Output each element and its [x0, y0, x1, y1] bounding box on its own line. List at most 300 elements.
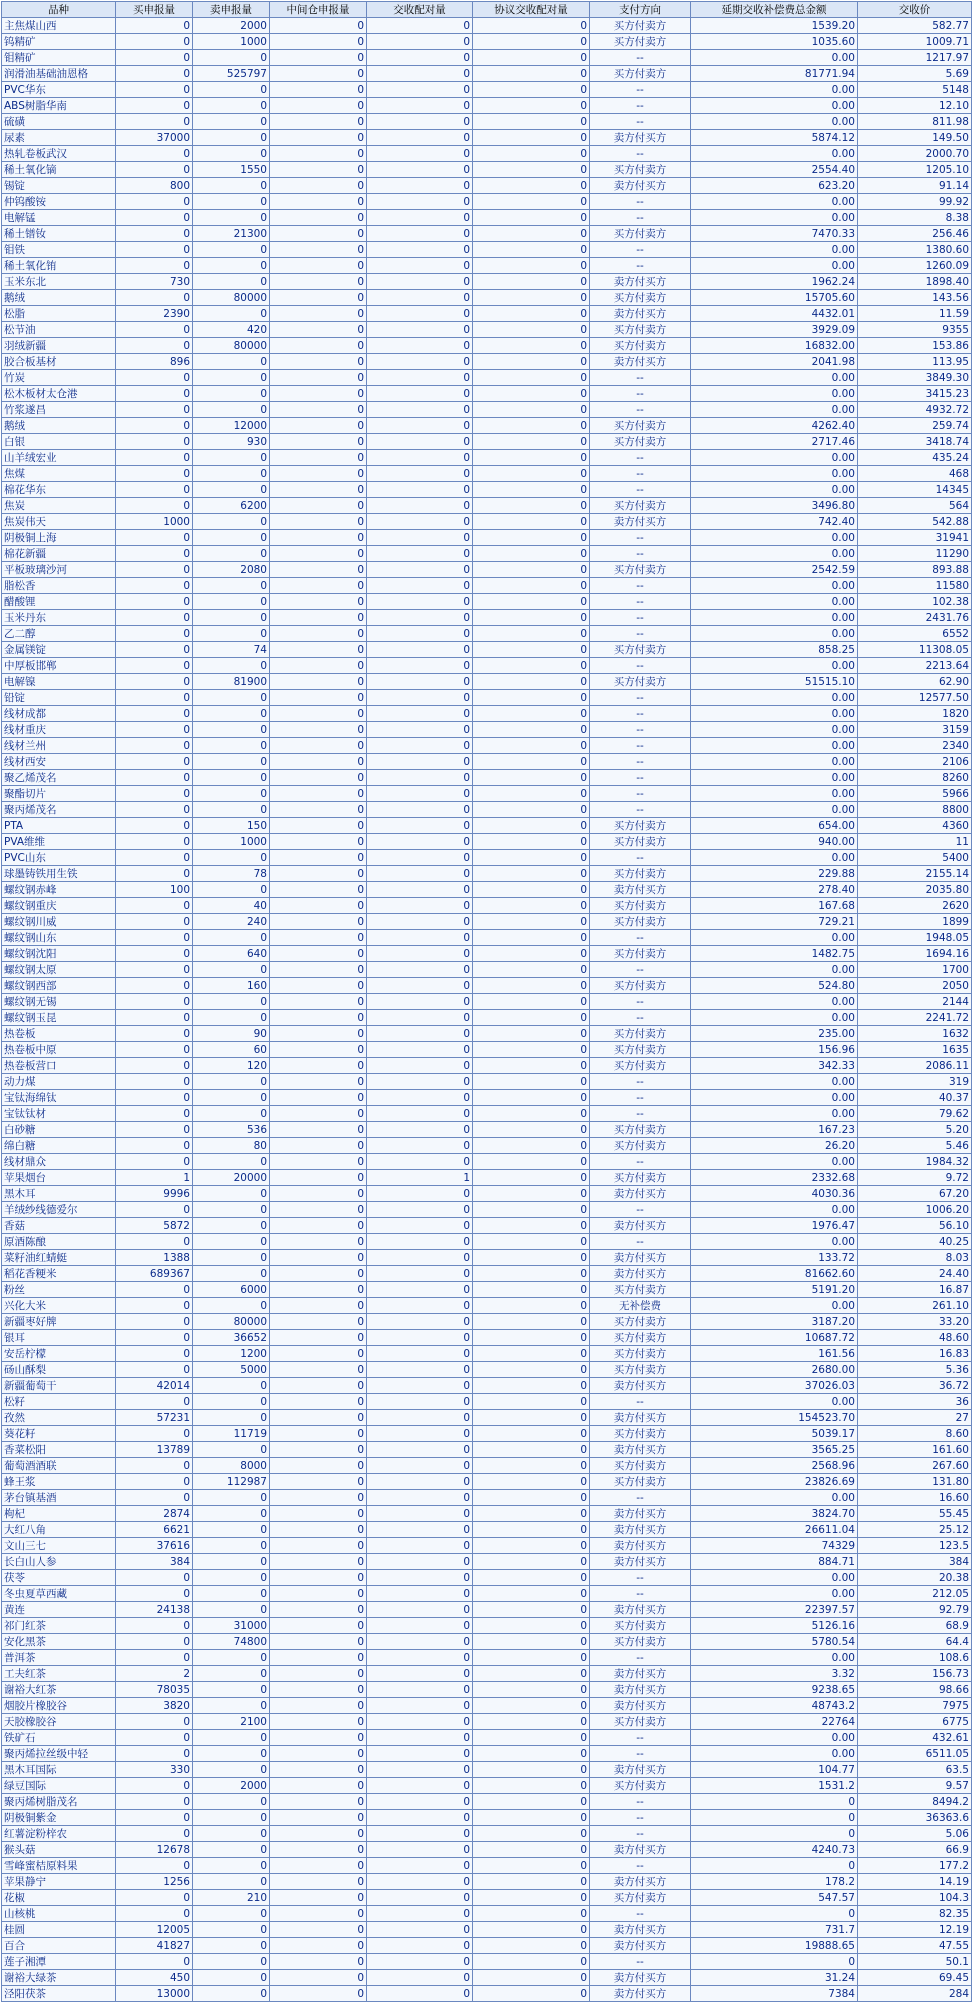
product-cell: 醋酸锂: [2, 594, 116, 610]
matched-cell: 0: [367, 130, 473, 146]
buy-declared-cell: 78035: [116, 1682, 193, 1698]
intermediate-declared-cell: 0: [270, 1874, 367, 1890]
compensation-cell: 178.2: [691, 1874, 858, 1890]
product-cell: 安岳柠檬: [2, 1346, 116, 1362]
direction-cell: 卖方付买方: [590, 1842, 691, 1858]
table-row: [2, 674, 972, 690]
buy-declared-cell: 450: [116, 1970, 193, 1986]
matched-cell: 0: [367, 18, 473, 34]
intermediate-declared-cell: 0: [270, 418, 367, 434]
price-cell: 3418.74: [858, 434, 972, 450]
agreement-matched-cell: 0: [473, 1938, 590, 1954]
sell-declared-cell: 640: [193, 946, 270, 962]
sell-declared-cell: 0: [193, 274, 270, 290]
matched-cell: 0: [367, 626, 473, 642]
agreement-matched-cell: 0: [473, 1618, 590, 1634]
matched-cell: 0: [367, 338, 473, 354]
sell-declared-cell: 0: [193, 258, 270, 274]
direction-cell: 卖方付买方: [590, 1506, 691, 1522]
buy-declared-cell: 730: [116, 274, 193, 290]
matched-cell: 0: [367, 258, 473, 274]
direction-cell: 卖方付买方: [590, 1986, 691, 2002]
table-row: [2, 1442, 972, 1458]
price-cell: 5148: [858, 82, 972, 98]
sell-declared-cell: 0: [193, 1154, 270, 1170]
intermediate-declared-cell: 0: [270, 1778, 367, 1794]
buy-declared-cell: 0: [116, 1346, 193, 1362]
sell-declared-cell: 0: [193, 1874, 270, 1890]
buy-declared-cell: 1000: [116, 514, 193, 530]
agreement-matched-cell: 0: [473, 1346, 590, 1362]
price-cell: 6552: [858, 626, 972, 642]
sell-declared-cell: 0: [193, 178, 270, 194]
direction-cell: 卖方付买方: [590, 1410, 691, 1426]
sell-declared-cell: 210: [193, 1890, 270, 1906]
price-cell: 64.4: [858, 1634, 972, 1650]
buy-declared-cell: 0: [116, 1362, 193, 1378]
price-cell: 5.20: [858, 1122, 972, 1138]
agreement-matched-cell: 0: [473, 1650, 590, 1666]
direction-cell: 买方付卖方: [590, 1890, 691, 1906]
matched-cell: 0: [367, 434, 473, 450]
sell-declared-cell: 0: [193, 114, 270, 130]
agreement-matched-cell: 0: [473, 1074, 590, 1090]
product-cell: 尿素: [2, 130, 116, 146]
price-cell: 177.2: [858, 1858, 972, 1874]
price-cell: 384: [858, 1554, 972, 1570]
table-row: [2, 930, 972, 946]
table-row: [2, 834, 972, 850]
intermediate-declared-cell: 0: [270, 1842, 367, 1858]
direction-cell: 买方付卖方: [590, 1426, 691, 1442]
agreement-matched-cell: 0: [473, 18, 590, 34]
compensation-cell: 0.00: [691, 1570, 858, 1586]
matched-cell: 0: [367, 1810, 473, 1826]
table-row: [2, 178, 972, 194]
intermediate-declared-cell: 0: [270, 290, 367, 306]
table-row: [2, 82, 972, 98]
matched-cell: 0: [367, 882, 473, 898]
intermediate-declared-cell: 0: [270, 914, 367, 930]
product-cell: 新疆葡萄干: [2, 1378, 116, 1394]
sell-declared-cell: 0: [193, 1202, 270, 1218]
product-cell: 聚丙烯茂名: [2, 802, 116, 818]
product-cell: 中厚板邯郸: [2, 658, 116, 674]
price-cell: 1009.71: [858, 34, 972, 50]
buy-declared-cell: 0: [116, 1618, 193, 1634]
price-cell: 113.95: [858, 354, 972, 370]
product-cell: 胶合板基材: [2, 354, 116, 370]
intermediate-declared-cell: 0: [270, 1122, 367, 1138]
direction-cell: 买方付卖方: [590, 1618, 691, 1634]
intermediate-declared-cell: 0: [270, 434, 367, 450]
table-row: [2, 802, 972, 818]
intermediate-declared-cell: 0: [270, 1970, 367, 1986]
compensation-cell: 0.00: [691, 962, 858, 978]
buy-declared-cell: 0: [116, 226, 193, 242]
agreement-matched-cell: 0: [473, 610, 590, 626]
sell-declared-cell: 930: [193, 434, 270, 450]
product-cell: 热卷板营口: [2, 1058, 116, 1074]
direction-cell: 买方付卖方: [590, 642, 691, 658]
agreement-matched-cell: 0: [473, 82, 590, 98]
intermediate-declared-cell: 0: [270, 498, 367, 514]
matched-cell: 0: [367, 1090, 473, 1106]
intermediate-declared-cell: 0: [270, 1602, 367, 1618]
price-cell: 68.9: [858, 1618, 972, 1634]
compensation-cell: 1035.60: [691, 34, 858, 50]
agreement-matched-cell: 0: [473, 1890, 590, 1906]
table-row: [2, 1954, 972, 1970]
product-cell: 祁门红茶: [2, 1618, 116, 1634]
agreement-matched-cell: 0: [473, 50, 590, 66]
table-row: [2, 1250, 972, 1266]
price-cell: 212.05: [858, 1586, 972, 1602]
table-row: [2, 418, 972, 434]
direction-cell: --: [590, 786, 691, 802]
buy-declared-cell: 2874: [116, 1506, 193, 1522]
intermediate-declared-cell: 0: [270, 146, 367, 162]
col-intermediate-declared: 中间仓申报量: [270, 2, 367, 18]
sell-declared-cell: 0: [193, 1570, 270, 1586]
matched-cell: 0: [367, 1250, 473, 1266]
product-cell: 热轧卷板武汉: [2, 146, 116, 162]
sell-declared-cell: 11719: [193, 1426, 270, 1442]
product-cell: 脂松香: [2, 578, 116, 594]
buy-declared-cell: 0: [116, 434, 193, 450]
agreement-matched-cell: 0: [473, 1858, 590, 1874]
price-cell: 16.83: [858, 1346, 972, 1362]
product-cell: 稻花香粳米: [2, 1266, 116, 1282]
price-cell: 5966: [858, 786, 972, 802]
price-cell: 1260.09: [858, 258, 972, 274]
direction-cell: --: [590, 738, 691, 754]
agreement-matched-cell: 0: [473, 994, 590, 1010]
buy-declared-cell: 689367: [116, 1266, 193, 1282]
sell-declared-cell: 0: [193, 802, 270, 818]
table-row: [2, 1842, 972, 1858]
price-cell: 1380.60: [858, 242, 972, 258]
price-cell: 12.19: [858, 1922, 972, 1938]
compensation-cell: 623.20: [691, 178, 858, 194]
agreement-matched-cell: 0: [473, 1042, 590, 1058]
buy-declared-cell: 0: [116, 370, 193, 386]
direction-cell: --: [590, 1810, 691, 1826]
compensation-cell: 731.7: [691, 1922, 858, 1938]
price-cell: 2340: [858, 738, 972, 754]
sell-declared-cell: 0: [193, 98, 270, 114]
direction-cell: --: [590, 194, 691, 210]
product-cell: 润滑油基础油恩格: [2, 66, 116, 82]
price-cell: 2035.80: [858, 882, 972, 898]
compensation-cell: 3929.09: [691, 322, 858, 338]
price-cell: 11: [858, 834, 972, 850]
sell-declared-cell: 0: [193, 722, 270, 738]
matched-cell: 0: [367, 1026, 473, 1042]
direction-cell: 买方付卖方: [590, 1138, 691, 1154]
direction-cell: 卖方付买方: [590, 274, 691, 290]
sell-declared-cell: 0: [193, 1938, 270, 1954]
matched-cell: 0: [367, 1474, 473, 1490]
direction-cell: --: [590, 706, 691, 722]
intermediate-declared-cell: 0: [270, 658, 367, 674]
table-row: [2, 946, 972, 962]
product-cell: 苹果烟台: [2, 1170, 116, 1186]
price-cell: 25.12: [858, 1522, 972, 1538]
buy-declared-cell: 12678: [116, 1842, 193, 1858]
product-cell: 莲子湘潭: [2, 1954, 116, 1970]
matched-cell: 0: [367, 82, 473, 98]
compensation-cell: 0: [691, 1794, 858, 1810]
direction-cell: 买方付卖方: [590, 1314, 691, 1330]
product-cell: 葡萄酒酒联: [2, 1458, 116, 1474]
agreement-matched-cell: 0: [473, 418, 590, 434]
agreement-matched-cell: 0: [473, 834, 590, 850]
intermediate-declared-cell: 0: [270, 130, 367, 146]
agreement-matched-cell: 0: [473, 946, 590, 962]
direction-cell: --: [590, 1586, 691, 1602]
price-cell: 319: [858, 1074, 972, 1090]
product-cell: 羽绒新疆: [2, 338, 116, 354]
table-row: [2, 450, 972, 466]
matched-cell: 0: [367, 594, 473, 610]
buy-declared-cell: 0: [116, 1490, 193, 1506]
sell-declared-cell: 0: [193, 1378, 270, 1394]
direction-cell: 买方付卖方: [590, 338, 691, 354]
buy-declared-cell: 0: [116, 466, 193, 482]
matched-cell: 0: [367, 946, 473, 962]
matched-cell: 0: [367, 114, 473, 130]
direction-cell: 卖方付买方: [590, 514, 691, 530]
compensation-cell: 0.00: [691, 98, 858, 114]
buy-declared-cell: 0: [116, 722, 193, 738]
buy-declared-cell: 41827: [116, 1938, 193, 1954]
compensation-cell: 0.00: [691, 370, 858, 386]
price-cell: 5400: [858, 850, 972, 866]
buy-declared-cell: 0: [116, 338, 193, 354]
intermediate-declared-cell: 0: [270, 738, 367, 754]
direction-cell: --: [590, 1234, 691, 1250]
intermediate-declared-cell: 0: [270, 1186, 367, 1202]
compensation-cell: 0: [691, 1858, 858, 1874]
product-cell: 绿豆国际: [2, 1778, 116, 1794]
sell-declared-cell: 90: [193, 1026, 270, 1042]
compensation-cell: 0.00: [691, 690, 858, 706]
sell-declared-cell: 0: [193, 1394, 270, 1410]
sell-declared-cell: 0: [193, 1506, 270, 1522]
product-cell: 焦煤: [2, 466, 116, 482]
sell-declared-cell: 6200: [193, 498, 270, 514]
buy-declared-cell: 0: [116, 482, 193, 498]
price-cell: 27: [858, 1410, 972, 1426]
compensation-cell: 1531.2: [691, 1778, 858, 1794]
price-cell: 156.73: [858, 1666, 972, 1682]
table-row: [2, 818, 972, 834]
intermediate-declared-cell: 0: [270, 1522, 367, 1538]
agreement-matched-cell: 0: [473, 562, 590, 578]
table-row: [2, 1362, 972, 1378]
intermediate-declared-cell: 0: [270, 1554, 367, 1570]
matched-cell: 0: [367, 738, 473, 754]
price-cell: 12577.50: [858, 690, 972, 706]
matched-cell: 0: [367, 98, 473, 114]
table-row: [2, 706, 972, 722]
matched-cell: 0: [367, 178, 473, 194]
agreement-matched-cell: 0: [473, 786, 590, 802]
matched-cell: 0: [367, 1762, 473, 1778]
price-cell: 123.5: [858, 1538, 972, 1554]
sell-declared-cell: 536: [193, 1122, 270, 1138]
price-cell: 161.60: [858, 1442, 972, 1458]
buy-declared-cell: 0: [116, 546, 193, 562]
intermediate-declared-cell: 0: [270, 1458, 367, 1474]
table-row: [2, 226, 972, 242]
compensation-cell: 0.00: [691, 1202, 858, 1218]
product-cell: 螺纹钢玉昆: [2, 1010, 116, 1026]
agreement-matched-cell: 0: [473, 1250, 590, 1266]
compensation-cell: 23826.69: [691, 1474, 858, 1490]
compensation-cell: 74329: [691, 1538, 858, 1554]
buy-declared-cell: 0: [116, 1234, 193, 1250]
compensation-cell: 5780.54: [691, 1634, 858, 1650]
sell-declared-cell: 160: [193, 978, 270, 994]
buy-declared-cell: 0: [116, 418, 193, 434]
header-row: [2, 2, 972, 18]
direction-cell: 卖方付买方: [590, 178, 691, 194]
buy-declared-cell: 0: [116, 1010, 193, 1026]
product-cell: 山核桃: [2, 1906, 116, 1922]
product-cell: 文山三七: [2, 1538, 116, 1554]
table-row: [2, 738, 972, 754]
price-cell: 31941: [858, 530, 972, 546]
buy-declared-cell: 0: [116, 642, 193, 658]
table-row: [2, 1490, 972, 1506]
sell-declared-cell: 0: [193, 930, 270, 946]
buy-declared-cell: 0: [116, 1314, 193, 1330]
direction-cell: 卖方付买方: [590, 882, 691, 898]
table-row: [2, 1874, 972, 1890]
compensation-cell: 0.00: [691, 546, 858, 562]
agreement-matched-cell: 0: [473, 754, 590, 770]
matched-cell: 0: [367, 370, 473, 386]
compensation-cell: 654.00: [691, 818, 858, 834]
agreement-matched-cell: 0: [473, 850, 590, 866]
agreement-matched-cell: 0: [473, 242, 590, 258]
compensation-cell: 0.00: [691, 802, 858, 818]
product-cell: 聚酯切片: [2, 786, 116, 802]
agreement-matched-cell: 0: [473, 1906, 590, 1922]
matched-cell: 0: [367, 1266, 473, 1282]
intermediate-declared-cell: 0: [270, 162, 367, 178]
agreement-matched-cell: 0: [473, 1762, 590, 1778]
agreement-matched-cell: 0: [473, 354, 590, 370]
compensation-cell: 0.00: [691, 466, 858, 482]
sell-declared-cell: 6000: [193, 1282, 270, 1298]
product-cell: 螺纹钢川威: [2, 914, 116, 930]
price-cell: 2106: [858, 754, 972, 770]
intermediate-declared-cell: 0: [270, 1378, 367, 1394]
sell-declared-cell: 0: [193, 1698, 270, 1714]
direction-cell: 卖方付买方: [590, 1186, 691, 1202]
direction-cell: 买方付卖方: [590, 162, 691, 178]
buy-declared-cell: 0: [116, 18, 193, 34]
buy-declared-cell: 0: [116, 1730, 193, 1746]
price-cell: 36: [858, 1394, 972, 1410]
buy-declared-cell: 0: [116, 530, 193, 546]
direction-cell: --: [590, 1394, 691, 1410]
agreement-matched-cell: 0: [473, 1714, 590, 1730]
compensation-cell: 278.40: [691, 882, 858, 898]
direction-cell: --: [590, 1906, 691, 1922]
matched-cell: 0: [367, 354, 473, 370]
compensation-cell: 0.00: [691, 930, 858, 946]
compensation-cell: 2041.98: [691, 354, 858, 370]
product-cell: 新疆枣好牌: [2, 1314, 116, 1330]
table-row: [2, 194, 972, 210]
sell-declared-cell: 78: [193, 866, 270, 882]
matched-cell: 0: [367, 162, 473, 178]
sell-declared-cell: 2100: [193, 1714, 270, 1730]
matched-cell: 0: [367, 1602, 473, 1618]
sell-declared-cell: 80000: [193, 290, 270, 306]
sell-declared-cell: 0: [193, 1106, 270, 1122]
product-cell: 稀土氧化镝: [2, 162, 116, 178]
direction-cell: 买方付卖方: [590, 322, 691, 338]
buy-declared-cell: 0: [116, 1138, 193, 1154]
table-row: [2, 322, 972, 338]
agreement-matched-cell: 0: [473, 1410, 590, 1426]
price-cell: 4932.72: [858, 402, 972, 418]
buy-declared-cell: 0: [116, 1650, 193, 1666]
product-cell: 茯苓: [2, 1570, 116, 1586]
agreement-matched-cell: 0: [473, 1090, 590, 1106]
price-cell: 6775: [858, 1714, 972, 1730]
sell-declared-cell: 2000: [193, 1778, 270, 1794]
matched-cell: 0: [367, 1346, 473, 1362]
agreement-matched-cell: 0: [473, 1234, 590, 1250]
matched-cell: 0: [367, 146, 473, 162]
agreement-matched-cell: 0: [473, 66, 590, 82]
table-row: [2, 306, 972, 322]
matched-cell: 0: [367, 610, 473, 626]
compensation-cell: 1962.24: [691, 274, 858, 290]
price-cell: 91.14: [858, 178, 972, 194]
price-cell: 24.40: [858, 1266, 972, 1282]
compensation-cell: 0.00: [691, 482, 858, 498]
intermediate-declared-cell: 0: [270, 1442, 367, 1458]
product-cell: PVA维维: [2, 834, 116, 850]
table-row: [2, 1794, 972, 1810]
price-cell: 11.59: [858, 306, 972, 322]
table-row: [2, 514, 972, 530]
direction-cell: 卖方付买方: [590, 1218, 691, 1234]
table-row: [2, 370, 972, 386]
buy-declared-cell: 0: [116, 210, 193, 226]
sell-declared-cell: 0: [193, 242, 270, 258]
direction-cell: --: [590, 210, 691, 226]
direction-cell: --: [590, 1794, 691, 1810]
agreement-matched-cell: 0: [473, 818, 590, 834]
compensation-cell: 9238.65: [691, 1682, 858, 1698]
buy-declared-cell: 0: [116, 1202, 193, 1218]
table-header: [2, 2, 972, 18]
product-cell: 热卷板: [2, 1026, 116, 1042]
table-row: [2, 1122, 972, 1138]
sell-declared-cell: 1550: [193, 162, 270, 178]
table-row: [2, 18, 972, 34]
table-row: [2, 1090, 972, 1106]
product-cell: 兴化大米: [2, 1298, 116, 1314]
